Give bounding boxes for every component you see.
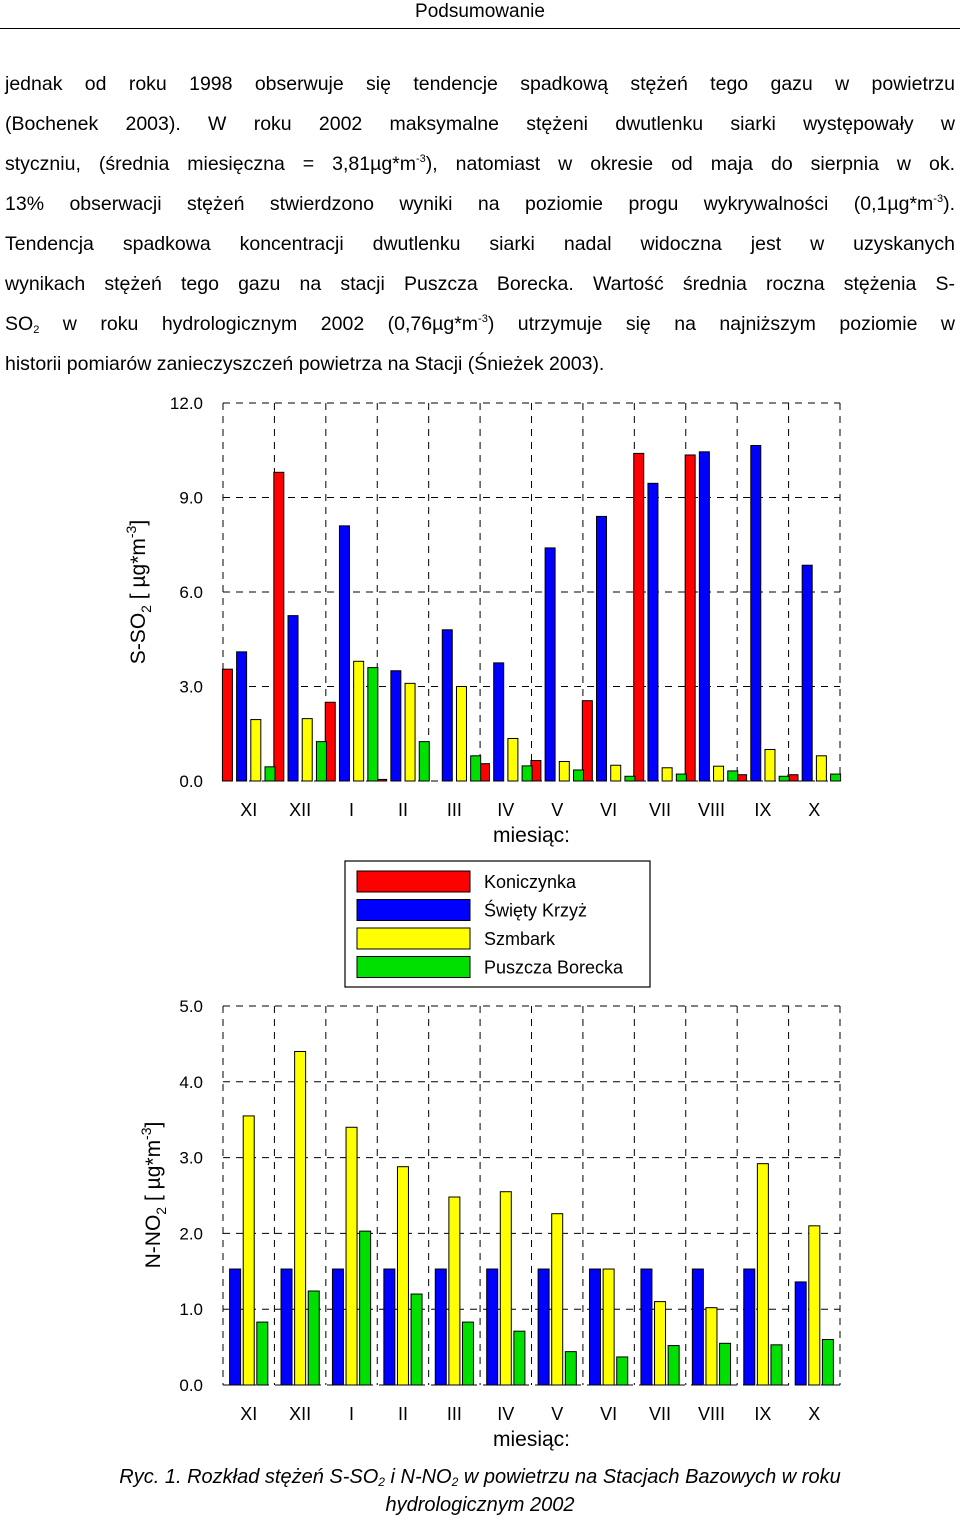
bar-szmbark <box>809 1226 820 1385</box>
caption-text: w powietrzu na Stacjach Bazowych w roku <box>458 1466 841 1488</box>
y-tick-label: 9.0 <box>179 488 203 508</box>
paragraph-line: (Bochenek 2003). W roku 2002 maksymalne stężeni dwutlenku siarki występowały w <box>5 113 955 135</box>
bar-święty-krzyż <box>597 516 607 781</box>
bar-święty-krzyż <box>641 1269 652 1385</box>
legend-label: Szmbark <box>484 929 556 949</box>
bar-koniczynka <box>274 472 284 781</box>
y-tick-label: 5.0 <box>179 997 203 1016</box>
bar-puszcza-borecka <box>625 776 635 781</box>
x-tick-label: IV <box>497 1404 515 1424</box>
header-title: Podsumowanie <box>415 1 545 22</box>
bar-puszcza-borecka <box>522 766 532 781</box>
bar-szmbark <box>765 750 775 782</box>
bar-święty-krzyż <box>590 1269 601 1385</box>
x-tick-label: I <box>349 1404 355 1424</box>
y-tick-label: 2.0 <box>179 1224 203 1244</box>
legend-swatch <box>357 957 470 978</box>
bar-święty-krzyż <box>442 630 452 781</box>
bar-puszcza-borecka <box>771 1345 782 1385</box>
bar-puszcza-borecka <box>360 1231 371 1385</box>
bar-szmbark <box>559 761 569 781</box>
bar-puszcza-borecka <box>462 1322 473 1385</box>
bar-szmbark <box>397 1167 408 1385</box>
bar-święty-krzyż <box>332 1269 343 1385</box>
x-tick-label: II <box>397 1404 408 1424</box>
x-tick-label: V <box>551 800 564 820</box>
bar-szmbark <box>552 1214 563 1385</box>
caption-text: Ryc. 1. Rozkład stężeń S-SO <box>119 1466 379 1488</box>
y-axis-title-sup: -3 <box>138 1127 154 1140</box>
y-tick-label: 12.0 <box>169 394 203 413</box>
superscript: -3 <box>416 153 426 165</box>
bar-puszcza-borecka <box>574 770 584 781</box>
bar-puszcza-borecka <box>411 1294 422 1385</box>
x-tick-label: X <box>808 800 821 820</box>
bar-puszcza-borecka <box>514 1331 525 1385</box>
caption-text: i N-NO <box>384 1466 452 1488</box>
x-tick-label: VIII <box>697 800 725 820</box>
legend-label: Koniczynka <box>484 872 577 892</box>
x-axis-title: miesiąc: <box>492 1428 571 1451</box>
text-run: SO <box>5 313 34 335</box>
paragraph-line: historii pomiarów zanieczyszczeń powietrza na Stacji (Śnieżek 2003). <box>5 353 605 375</box>
chart-legend <box>345 861 650 987</box>
legend-label: Święty Krzyż <box>484 900 588 921</box>
x-tick-label: III <box>446 1404 462 1424</box>
bar-święty-krzyż <box>795 1282 806 1385</box>
bar-szmbark <box>354 661 364 781</box>
bar-puszcza-borecka <box>257 1322 268 1385</box>
bar-puszcza-borecka <box>471 756 481 781</box>
y-axis-title-close: ] <box>142 1121 165 1128</box>
bar-święty-krzyż <box>538 1269 549 1385</box>
figure-caption <box>0 1463 960 1519</box>
subscript: 2 <box>451 1475 459 1489</box>
legend-swatch <box>357 871 470 892</box>
y-tick-label: 0.0 <box>179 1376 203 1395</box>
bar-szmbark <box>508 738 518 781</box>
y-axis-title-close: ] <box>127 519 150 526</box>
bar-święty-krzyż <box>237 652 247 781</box>
text-run: ), natomiast w okresie od maja do sierpnia w ok. <box>425 153 955 175</box>
bar-puszcza-borecka <box>822 1340 833 1385</box>
bar-święty-krzyż <box>744 1269 755 1385</box>
subscript: 2 <box>378 1475 385 1489</box>
subscript: 2 <box>33 324 40 336</box>
y-tick-label: 0.0 <box>179 772 203 791</box>
y-axis-title-main: S-SO <box>127 612 150 665</box>
y-axis-title <box>138 1122 169 1269</box>
x-tick-label: XI <box>240 800 258 820</box>
bar-koniczynka <box>582 701 592 781</box>
bar-święty-krzyż <box>802 565 812 781</box>
x-tick-label: VI <box>600 1404 618 1424</box>
bar-szmbark <box>295 1051 306 1385</box>
bar-koniczynka <box>634 453 644 781</box>
bar-szmbark <box>405 683 415 781</box>
x-tick-label: V <box>551 1404 564 1424</box>
x-tick-label: IV <box>497 800 515 820</box>
bar-święty-krzyż <box>545 548 555 781</box>
superscript: -3 <box>933 193 944 205</box>
text-run: styczniu, (średnia miesięczna = 3,81µg*m <box>5 153 416 175</box>
x-tick-label: VI <box>600 800 618 820</box>
bar-święty-krzyż <box>751 446 761 781</box>
bar-szmbark <box>346 1127 357 1385</box>
chart-2 <box>138 997 840 1451</box>
bar-szmbark <box>302 719 312 781</box>
y-axis-title-sub: 2 <box>138 605 154 613</box>
text-run: ). <box>943 193 955 215</box>
y-tick-label: 4.0 <box>179 1072 203 1092</box>
text-run: w roku hydrologicznym 2002 (0,76µg*m <box>39 313 479 335</box>
bar-szmbark <box>603 1269 614 1385</box>
bar-puszcza-borecka <box>368 668 378 781</box>
bar-koniczynka <box>685 455 695 781</box>
text-run: 13% obserwacji stężeń stwierdzono wyniki na poziomie progu wykrywalności (0,1µg*m <box>5 193 934 215</box>
paragraph-line: wynikach stężeń tego gazu na stacji Puszcza Borecka. Wartość średnia roczna stężenia S- <box>5 273 955 295</box>
x-axis-title: miesiąc: <box>492 824 571 847</box>
x-tick-label: IX <box>754 800 772 820</box>
bar-szmbark <box>662 768 672 781</box>
bar-szmbark <box>757 1164 768 1385</box>
y-axis-title <box>123 520 154 664</box>
caption-line-1 <box>0 1463 960 1491</box>
bar-święty-krzyż <box>487 1269 498 1385</box>
bar-szmbark <box>714 766 724 781</box>
bar-puszcza-borecka <box>419 742 429 781</box>
bar-puszcza-borecka <box>316 742 326 781</box>
bar-szmbark <box>500 1192 511 1385</box>
x-tick-label: VII <box>649 800 672 820</box>
x-tick-label: X <box>808 1404 821 1424</box>
legend-swatch <box>357 900 470 921</box>
bar-święty-krzyż <box>435 1269 446 1385</box>
x-tick-label: VII <box>649 1404 672 1424</box>
caption-line-2: hydrologicznym 2002 <box>385 1494 575 1516</box>
y-axis-title-sup: -3 <box>123 525 139 539</box>
y-tick-label: 3.0 <box>179 1148 203 1168</box>
bar-szmbark <box>449 1197 460 1385</box>
chart-1 <box>123 394 841 987</box>
bar-szmbark <box>456 687 466 782</box>
legend-label: Puszcza Borecka <box>484 957 624 978</box>
bar-puszcza-borecka <box>668 1346 679 1385</box>
legend-swatch <box>357 928 470 949</box>
x-tick-label: XI <box>240 1404 258 1424</box>
bar-święty-krzyż <box>692 1269 703 1385</box>
x-tick-label: VIII <box>697 1404 725 1424</box>
bar-święty-krzyż <box>494 663 504 781</box>
bar-święty-krzyż <box>391 671 401 781</box>
y-tick-label: 6.0 <box>179 583 203 602</box>
bar-puszcza-borecka <box>779 776 789 781</box>
x-tick-label: XII <box>289 800 312 820</box>
bar-puszcza-borecka <box>831 774 841 781</box>
paragraph-line: jednak od roku 1998 obserwuje się tendencje spadkową stężeń tego gazu w powietrzu <box>5 73 955 95</box>
bar-puszcza-borecka <box>676 774 686 781</box>
bar-święty-krzyż <box>230 1269 241 1385</box>
x-tick-label: XII <box>289 1404 312 1424</box>
x-tick-label: II <box>397 800 408 820</box>
bar-święty-krzyż <box>281 1269 292 1385</box>
bar-puszcza-borecka <box>265 767 275 781</box>
bar-puszcza-borecka <box>308 1291 319 1385</box>
bar-szmbark <box>611 765 621 781</box>
bar-koniczynka <box>222 669 232 781</box>
x-tick-label: IX <box>754 1404 772 1424</box>
bar-puszcza-borecka <box>720 1343 731 1385</box>
y-axis-title-unit: [ µg*m <box>142 1139 165 1207</box>
y-tick-label: 3.0 <box>179 677 203 697</box>
bar-szmbark <box>816 756 826 781</box>
bar-święty-krzyż <box>648 483 658 781</box>
bar-puszcza-borecka <box>565 1352 576 1385</box>
bar-puszcza-borecka <box>728 771 738 781</box>
bar-szmbark <box>243 1116 254 1385</box>
superscript: -3 <box>478 313 488 325</box>
y-tick-label: 1.0 <box>179 1300 203 1320</box>
y-axis-title-sub: 2 <box>153 1206 169 1215</box>
bar-szmbark <box>655 1302 666 1385</box>
bar-święty-krzyż <box>339 526 349 781</box>
bar-święty-krzyż <box>384 1269 395 1385</box>
bar-święty-krzyż <box>699 452 709 781</box>
x-tick-label: III <box>446 800 462 820</box>
bar-święty-krzyż <box>288 616 298 781</box>
y-axis-title-unit: [ µg*m <box>127 538 150 606</box>
bar-puszcza-borecka <box>617 1357 628 1385</box>
text-run: ) utrzymuje się na najniższym poziomie w <box>487 313 955 335</box>
y-axis-title-main: N-NO <box>142 1214 165 1269</box>
x-tick-label: I <box>349 800 355 820</box>
paragraph-line: Tendencja spadkowa koncentracji dwutlenku siarki nadal widoczna jest w uzyskanych <box>5 233 955 255</box>
bar-szmbark <box>251 720 261 781</box>
bar-szmbark <box>706 1308 717 1385</box>
